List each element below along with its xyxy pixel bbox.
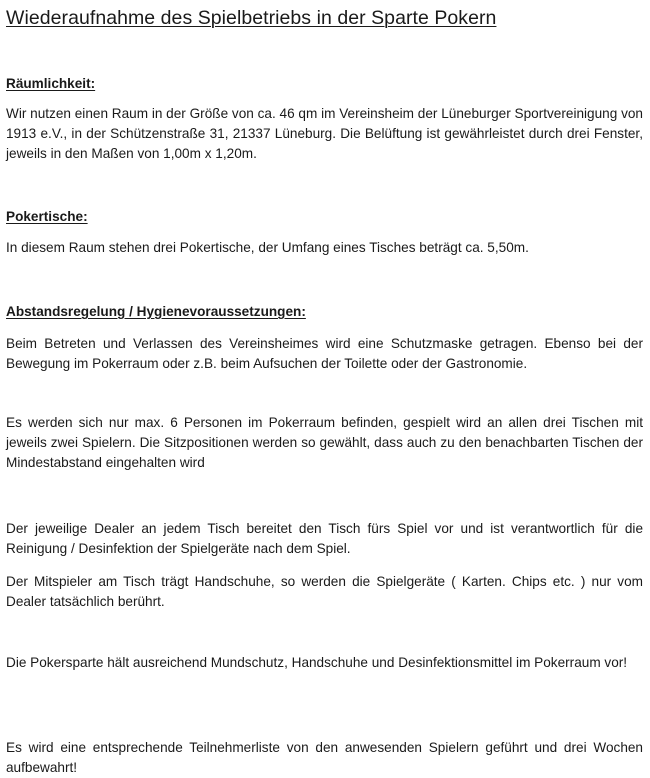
section-heading-abstandsregelung: Abstandsregelung / Hygienevoraussetzungen: [6,304,306,319]
paragraph-schutzmaske: Beim Betreten und Verlassen des Vereinsheimes wird eine Schutzmaske getragen. Ebenso bei der Bewegung im Pokerraum oder z.B. beim Aufsuchen der Toilette oder der Gastronomie. [6,336,643,371]
paragraph-handschuhe: Der Mitspieler am Tisch trägt Handschuhe, so werden die Spielgeräte ( Karten. Chips etc. ) nur vom Dealer tatsächlich berührt. [6,574,643,609]
section-heading-pokertische: Pokertische: [6,209,88,224]
paragraph-personen: Es werden sich nur max. 6 Personen im Pokerraum befinden, gespielt wird an allen drei Tischen mit jeweils zwei Spielern. Die Sitzpositionen werden so gewählt, dass auch zu den benachbarten Tischen der Mindestabstand eingehalten wird [6,415,643,470]
paragraph-dealer: Der jeweilige Dealer an jedem Tisch bereitet den Tisch fürs Spiel vor und ist verantwortlich für die Reinigung / Desinfektion der Spielgeräte nach dem Spiel. [6,521,643,556]
paragraph-teilnehmerliste: Es wird eine entsprechende Teilnehmerliste von den anwesenden Spielern geführt und drei Wochen aufbewahrt! [6,740,643,775]
paragraph-mundschutz: Die Pokersparte hält ausreichend Mundschutz, Handschuhe und Desinfektionsmittel im Pokerraum vor! [6,655,628,670]
section-heading-raeumlichkeit: Räumlichkeit: [6,76,96,91]
paragraph-pokertische: In diesem Raum stehen drei Pokertische, der Umfang eines Tisches beträgt ca. 5,50m. [6,240,529,255]
document-title: Wiederaufnahme des Spielbetriebs in der Sparte Pokern [6,7,497,29]
paragraph-raeumlichkeit: Wir nutzen einen Raum in der Größe von ca. 46 qm im Vereinsheim der Lüneburger Sportvereinigung von 1913 e.V., in der Schützenstraße 31, 21337 Lüneburg. Die Belüftung ist gewährleistet durch drei Fenster, jeweils in den Maßen von 1,00m x 1,20m. [6,106,643,161]
